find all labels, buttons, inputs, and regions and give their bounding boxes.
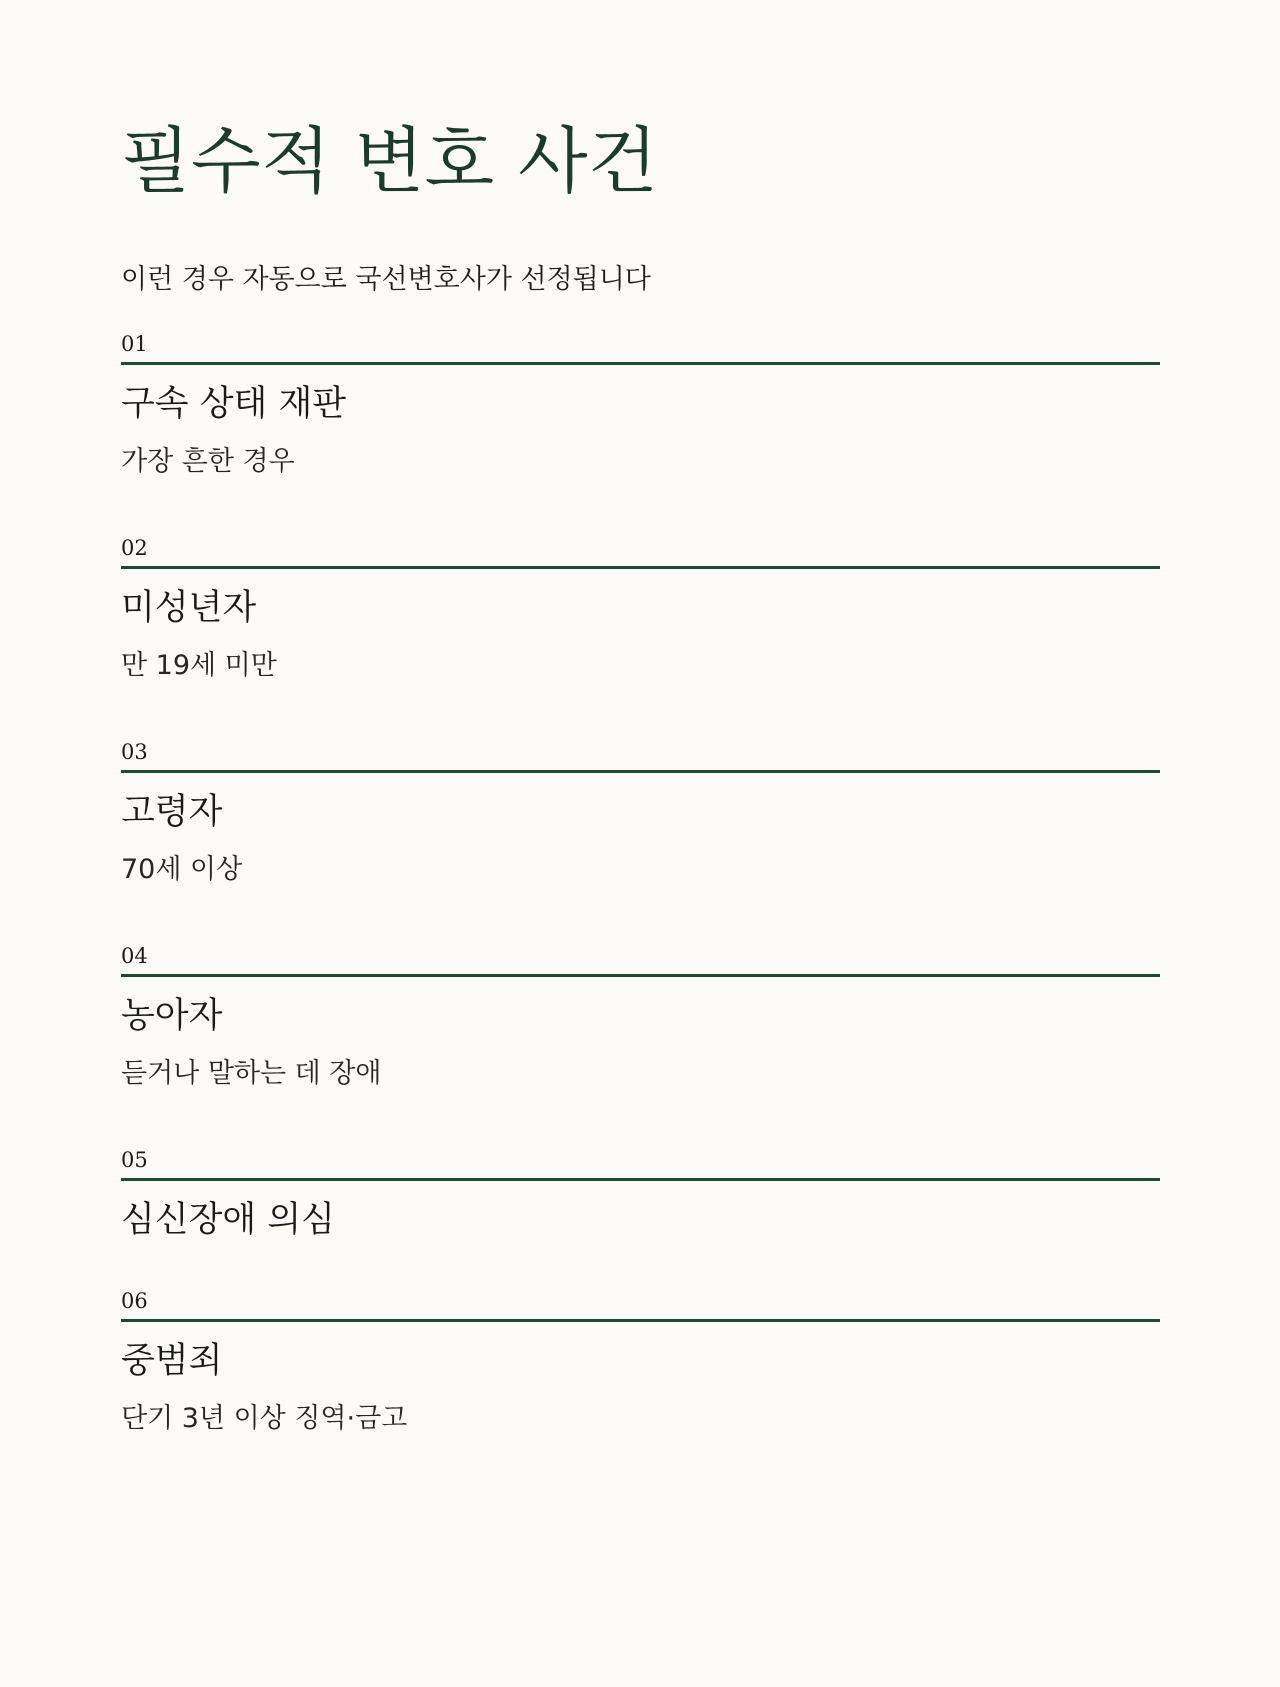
case-title: 고령자 [121, 792, 223, 832]
case-list [121, 330, 1160, 1437]
case-divider [121, 1319, 1160, 1322]
case-item [121, 1146, 1160, 1243]
case-number: 03 [121, 740, 148, 764]
case-divider [121, 974, 1160, 977]
case-item [121, 942, 1160, 1092]
page-subtitle: 이런 경우 자동으로 국선변호사가 선정됩니다 [121, 264, 651, 295]
case-number: 04 [121, 944, 148, 968]
case-title: 중범죄 [121, 1341, 223, 1381]
case-item [121, 330, 1160, 480]
case-divider [121, 1178, 1160, 1181]
case-number: 05 [121, 1148, 148, 1172]
case-divider [121, 770, 1160, 773]
case-description: 단기 3년 이상 징역·금고 [121, 1403, 408, 1434]
case-item [121, 738, 1160, 888]
case-divider [121, 362, 1160, 365]
page-title: 필수적 변호 사건 [121, 119, 659, 203]
case-title: 미성년자 [121, 588, 257, 628]
case-description: 만 19세 미만 [121, 650, 277, 681]
case-item [121, 1287, 1160, 1437]
case-description: 가장 흔한 경우 [121, 446, 295, 477]
case-title: 농아자 [121, 996, 223, 1036]
case-number: 06 [121, 1289, 148, 1313]
case-description: 70세 이상 [121, 854, 243, 885]
case-title: 구속 상태 재판 [121, 384, 347, 424]
case-item [121, 534, 1160, 684]
case-number: 02 [121, 536, 148, 560]
case-description: 듣거나 말하는 데 장애 [121, 1058, 382, 1089]
case-number: 01 [121, 332, 148, 356]
case-divider [121, 566, 1160, 569]
case-title: 심신장애 의심 [121, 1200, 335, 1240]
